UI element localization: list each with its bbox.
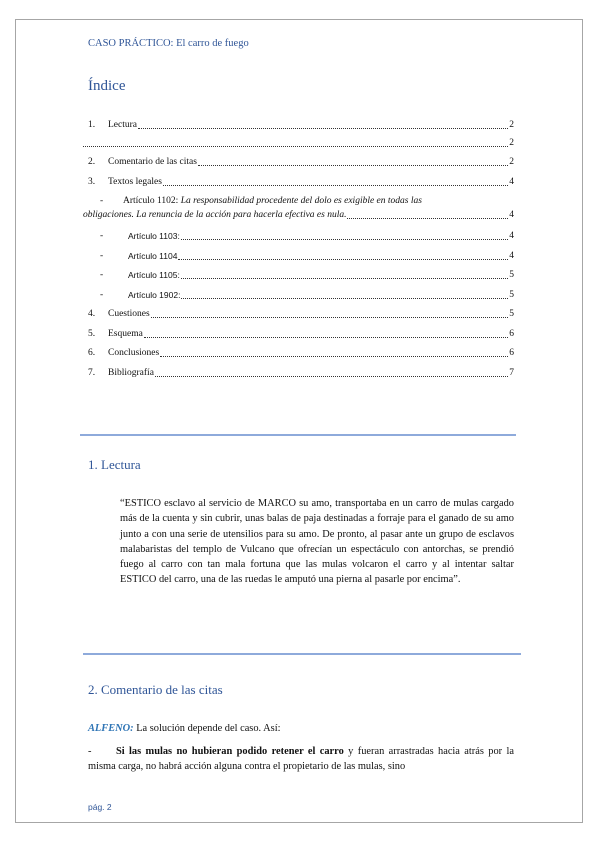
running-header: CASO PRÁCTICO: El carro de fuego: [88, 38, 249, 49]
toc-item-lectura[interactable]: 1. Lectura 2: [88, 120, 514, 130]
toc-item-articulo-1104[interactable]: - Artículo 1104 4: [100, 251, 514, 261]
bullet-paragraph: - Si las mulas no hubieran podido retener el carro y fueran arrastradas hacia atrás por la misma carga, no habrá acción alguna contra el propietario de las mulas, sino: [88, 746, 514, 772]
toc-item-blank[interactable]: 2: [83, 137, 514, 149]
toc-item-comentario[interactable]: 2. Comentario de las citas 2: [88, 157, 514, 167]
section-divider: [80, 434, 516, 436]
toc-item-articulo-1902[interactable]: - Artículo 1902: 5: [100, 290, 514, 300]
toc-item-cuestiones[interactable]: 4. Cuestiones 5: [88, 309, 514, 319]
toc-item-articulo-1103[interactable]: - Artículo 1103: 4: [100, 231, 514, 241]
lectura-quote: “ESTICO esclavo al servicio de MARCO su amo, transportaba en un carro de mulas cargado más de la cuenta y sin cubrir, unas balas de paja destinadas a forraje para el ganado de su amo junto a con una serie de utensilios para su amo. De pronto, al pasar ante un grupo de esclavos malabaristas del templo de Vulcano que ofrecían un espectáculo con antorchas, se prendió fuego al carro con tan mala fortuna que las mulas volcaron el carro y al intentar saltar ESTICO del carro, una de las ruedas le amputó una pierna al pasarle por encima”.: [120, 498, 514, 586]
alfeno-paragraph: ALFENO: La solución depende del caso. Así:: [88, 723, 281, 734]
toc-item-articulo-1102[interactable]: - Artículo 1102: La responsabilidad procedente del dolo es exigible en todas las obligaciones. La renuncia de la acción para hacerla efectiva es nula. 4: [83, 196, 514, 220]
toc-item-bibliografia[interactable]: 7. Bibliografía 7: [88, 368, 514, 378]
toc-item-conclusiones[interactable]: 6. Conclusiones 6: [88, 348, 514, 358]
toc-title: Índice: [88, 78, 126, 94]
toc-item-articulo-1105[interactable]: - Artículo 1105: 5: [100, 270, 514, 280]
toc-item-textos-legales[interactable]: 3. Textos legales 4: [88, 177, 514, 187]
page-number: pág. 2: [88, 802, 112, 812]
section-title-comentario: 2. Comentario de las citas: [88, 682, 223, 697]
alfeno-label: ALFENO:: [88, 723, 134, 734]
section-title-lectura: 1. Lectura: [88, 457, 141, 472]
section-divider: [83, 653, 521, 655]
toc-item-esquema[interactable]: 5. Esquema 6: [88, 329, 514, 339]
